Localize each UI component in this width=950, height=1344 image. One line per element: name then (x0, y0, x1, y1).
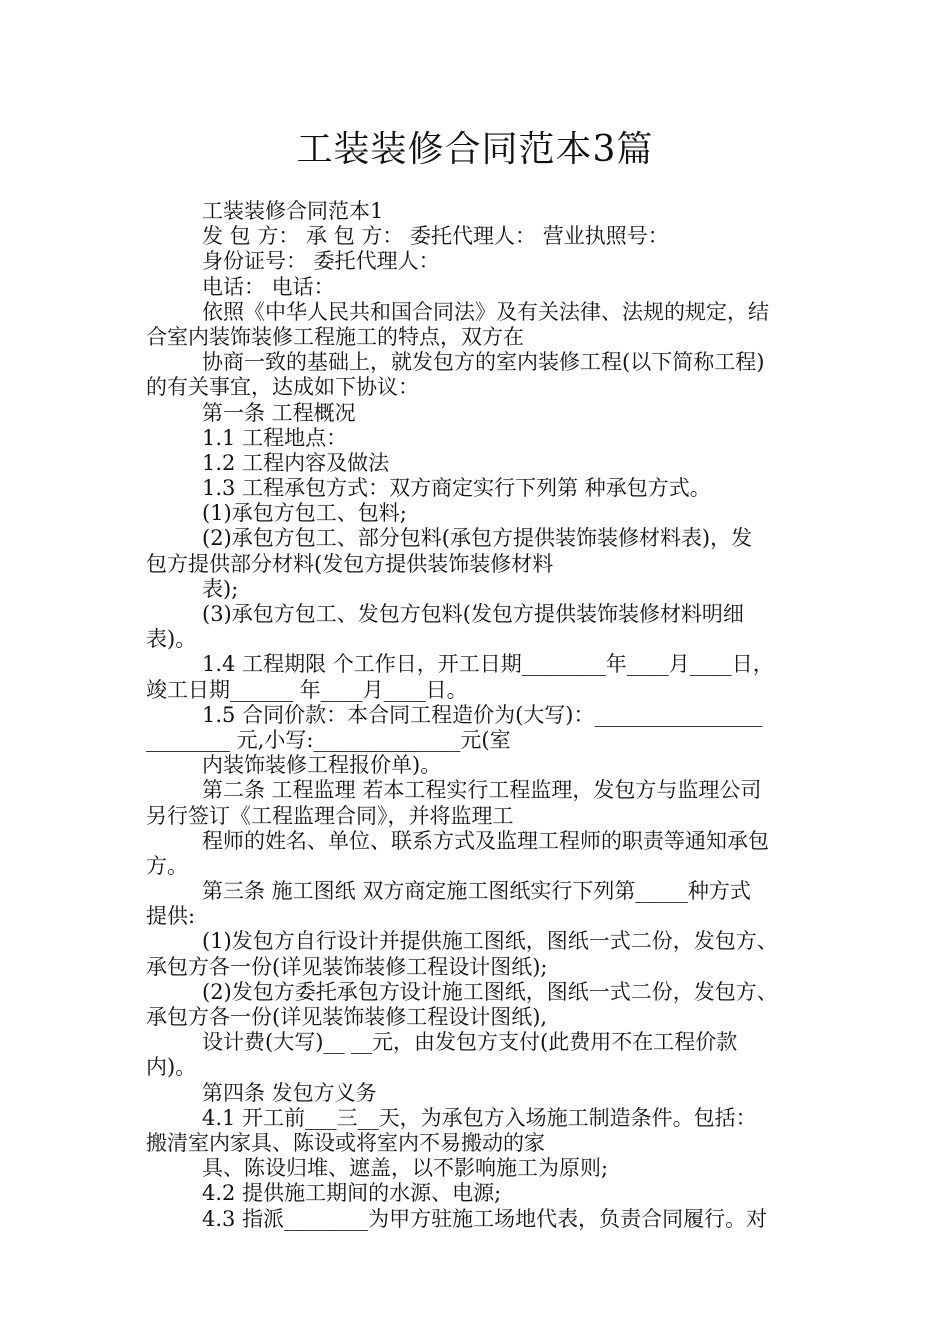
paragraph-line: 设计费(大写)__ __元，由发包方支付(此费用不在工程价款 (202, 1030, 738, 1055)
paragraph-line: (1)发包方自行设计并提供施工图纸，图纸一式二份，发包方、 (202, 929, 778, 954)
paragraph-line: 表); (202, 576, 239, 601)
paragraph-line: 4.1 开工前___三__天，为承包方入场施工制造条件。包括： (202, 1105, 757, 1130)
paragraph-line: 1.2 工程内容及做法 (202, 450, 390, 475)
paragraph-line: (1)承包方包工、包料; (202, 501, 407, 526)
paragraph-line: 内装饰装修工程报价单)。 (202, 753, 442, 778)
paragraph-line: 电话： 电话： (202, 274, 335, 299)
paragraph-line: 另行签订《工程监理合同》，并将监理工 (146, 803, 514, 828)
paragraph-line: 第四条 发包方义务 (202, 1080, 377, 1105)
paragraph-line: 程师的姓名、单位、联系方式及监理工程师的职责等通知承包 (202, 828, 769, 853)
paragraph-line: 承包方各一份(详见装饰装修工程设计图纸), (146, 1005, 548, 1029)
paragraph-line: 依照《中华人民共和国合同法》及有关法律、法规的规定，结 (202, 299, 769, 324)
paragraph-line: 第三条 施工图纸 双方商定施工图纸实行下列第_____种方式 (202, 879, 751, 904)
paragraph-line: ________ 元,小写:______________元(室 (146, 727, 511, 752)
paragraph-line: 表)。 (146, 627, 197, 652)
paragraph-line: 1.1 工程地点： (202, 425, 348, 450)
paragraph-line: 4.3 指派________为甲方驻施工场地代表，负责合同履行。对 (202, 1206, 768, 1231)
paragraph-line: (3)承包方包工、发包方包料(发包方提供装饰装修材料明细 (202, 602, 744, 626)
paragraph-line: (2)承包方包工、部分包料(承包方提供装饰装修材料表)，发 (202, 526, 753, 551)
paragraph-line: 具、陈设归堆、遮盖，以不影响施工为原则; (202, 1156, 609, 1181)
paragraph-line: 包方提供部分材料(发包方提供装饰装修材料 (146, 551, 554, 576)
paragraph-line: 1.5 合同价款：本合同工程造价为(大写)：________________ (202, 702, 763, 727)
paragraph-line: 提供: (146, 904, 196, 929)
paragraph-line: (2)发包方委托承包方设计施工图纸，图纸一式二份，发包方、 (202, 979, 778, 1004)
paragraph-line: 第二条 工程监理 若本工程实行工程监理，发包方与监理公司 (202, 778, 762, 803)
paragraph-line: 4.2 提供施工期间的水源、电源; (202, 1181, 502, 1206)
paragraph-line: 工装装修合同范本1 (202, 199, 384, 223)
paragraph-line: 的有关事宜，达成如下协议： (146, 375, 419, 400)
paragraph-line: 承包方各一份(详见装饰装修工程设计图纸); (146, 954, 548, 979)
paragraph-line: 竣工日期______ 年____月____日。 (146, 677, 468, 702)
document-body (146, 199, 814, 1232)
paragraph-line: 内)。 (146, 1055, 197, 1080)
paragraph-line: 合室内装饰装修工程施工的特点，双方在 (146, 324, 524, 349)
paragraph-line: 1.3 工程承包方式：双方商定实行下列第 种承包方式。 (202, 476, 711, 501)
paragraph-line: 方。 (146, 853, 188, 878)
paragraph-line: 身份证号： 委托代理人： (202, 249, 440, 274)
document-title: 工装装修合同范本3篇 (296, 129, 654, 170)
paragraph-line: 1.4 工程期限 个工作日，开工日期________年____月____日， (202, 652, 774, 677)
paragraph-line: 发 包 方： 承 包 方： 委托代理人： 营业执照号： (202, 224, 669, 249)
paragraph-line: 第一条 工程概况 (202, 400, 356, 425)
paragraph-line: 搬清室内家具、陈设或将室内不易搬动的家 (146, 1130, 545, 1155)
paragraph-line: 协商一致的基础上，就发包方的室内装修工程(以下简称工程) (202, 350, 765, 375)
